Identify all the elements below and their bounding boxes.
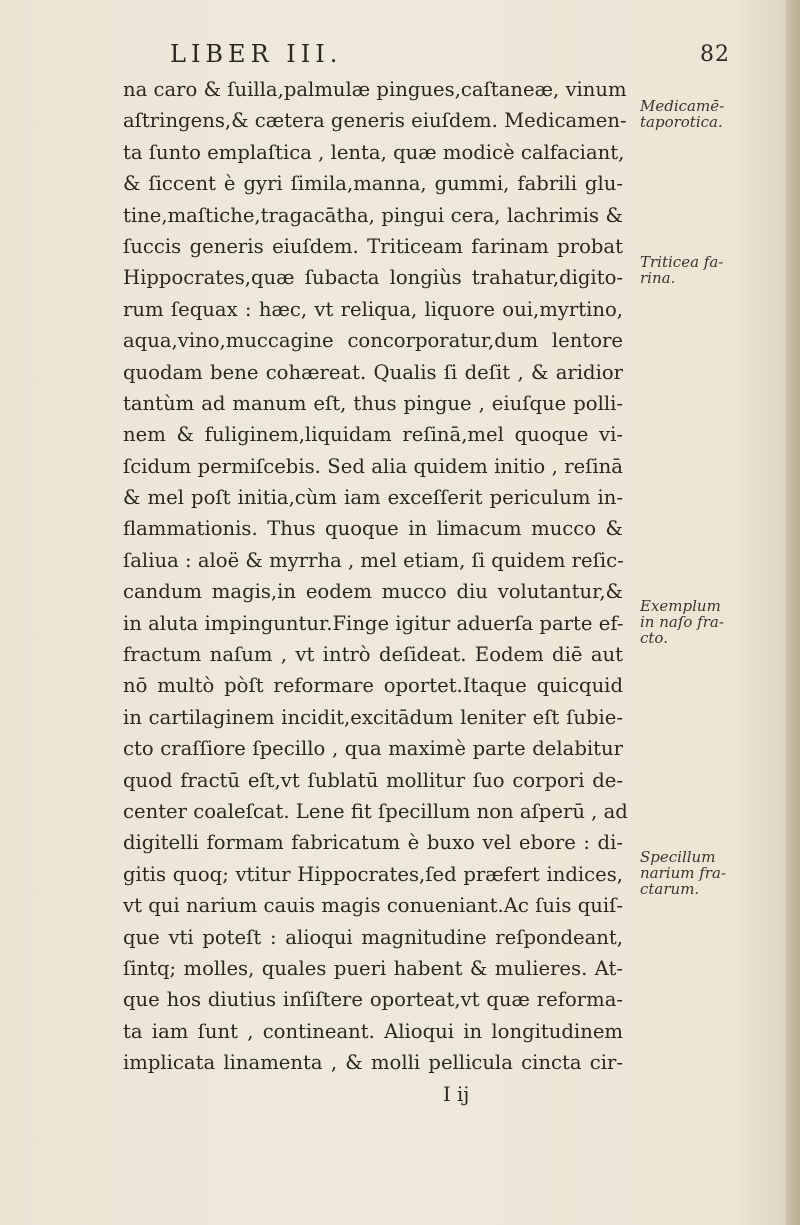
margin-note-medicamenta (640, 98, 790, 130)
text-line: cto craſſiore ſpecillo , qua maximè parte delabitur (123, 737, 623, 761)
margin-note-specillum (640, 849, 790, 897)
text-line: ta iam ſunt , contineant. Alioqui in longitudinem (123, 1019, 623, 1043)
text-line: ſuccis generis eiuſdem. Triticeam farinam probat (123, 234, 623, 258)
text-line: vt qui narium cauis magis conueniant.Ac ſuis quiſ- (123, 894, 623, 918)
text-line: Hippocrates,quæ ſubacta longiùs trahatur,digito- (123, 266, 623, 290)
text-line: in cartilaginem incidit,excitādum leniter eſt ſubie- (123, 705, 623, 729)
margin-note-text: Exemplum in naſo fra- cto. (640, 597, 724, 647)
text-line: gitis quoq; vtitur Hippocrates,ſed præfert indices, (123, 862, 623, 886)
text-line: candum magis,in eodem mucco diu volutantur,& (123, 580, 623, 604)
running-head: LIBER III. (170, 40, 343, 68)
text-line: tantùm ad manum eſt, thus pingue , eiuſque polli- (123, 391, 623, 415)
margin-note-exemplum (640, 598, 790, 646)
signature-mark: I ij (443, 1082, 470, 1106)
text-line: nō multò pòſt reformare oportet.Itaque quicquid (123, 674, 623, 698)
text-line: aſtringens,& cætera generis eiuſdem. Medicamen- (123, 109, 627, 133)
text-line: tine,maſtiche,tragacātha, pingui cera, lachrimis & (123, 203, 623, 227)
text-block (123, 74, 628, 1110)
text-line: & ſiccent è gyri ſimila,manna, gummi, fabrili glu- (123, 172, 623, 196)
text-line: que hos diutius inſiſtere oporteat,vt quæ reforma- (123, 988, 623, 1012)
text-line: ta ſunto emplaſtica , lenta, quæ modicè calfaciant, (123, 140, 625, 164)
text-line: aqua,vino,muccagine concorporatur,dum lentore (123, 329, 623, 353)
text-line: nem & fuliginem,liquidam reſinā,mel quoque vi- (123, 423, 623, 447)
text-line: flammationis. Thus quoque in limacum mucco & (123, 517, 623, 541)
margin-note-text: Specillum narium fra- ctarum. (640, 848, 726, 898)
text-line: rum ſequax : hæc, vt reliqua, liquore oui,myrtino, (123, 297, 623, 321)
text-line: na caro & ſuilla,palmulæ pingues,caſtaneæ, vinum (123, 78, 627, 101)
margin-note-text: Medicamē- taporotica. (640, 97, 725, 131)
text-line: ſcidum permiſcebis. Sed alia quidem initio , reſinā (123, 454, 623, 478)
text-line: quodam bene cohæreat. Qualis ſi deſit , & aridior (123, 360, 623, 384)
text-line: quod fractū eſt,vt ſublatū mollitur ſuo corpori de- (123, 768, 623, 792)
page-header (170, 40, 730, 70)
folio-number: 82 (700, 42, 730, 67)
text-line: in aluta impinguntur.Finge igitur aduerſa parte ef- (123, 611, 624, 635)
text-line: center coaleſcat. Lene fit ſpecillum non aſperū , ad (123, 799, 628, 823)
text-line: & mel poſt initia,cùm iam exceſſerit periculum in- (123, 486, 623, 510)
text-line: que vti poteſt : alioqui magnitudine reſpondeant, (123, 925, 623, 949)
text-line: fractum naſum , vt intrò deſideat. Eodem diē aut (123, 643, 623, 667)
margin-note-triticea (640, 254, 790, 286)
text-line: implicata linamenta , & molli pellicula cincta cir- (123, 1051, 623, 1075)
text-line: ſaliua : aloë & myrrha , mel etiam, ſi quidem reſic- (123, 548, 624, 572)
text-line: ſintq; molles, quales pueri habent & mulieres. At- (123, 956, 623, 980)
margin-note-text: Triticea fa- rina. (640, 253, 724, 287)
text-line: digitelli formam fabricatum è buxo vel ebore : di- (123, 831, 623, 855)
